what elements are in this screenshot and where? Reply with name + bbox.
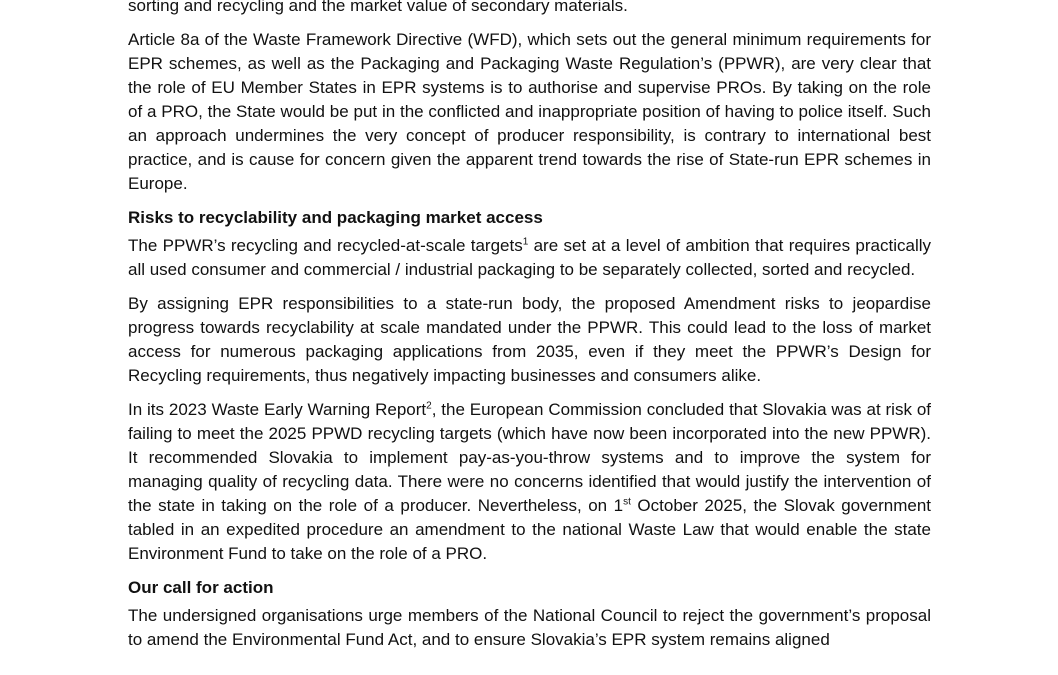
paragraph-early-warning-report <box>128 398 931 566</box>
section-heading-recyclability: Risks to recyclability and packaging market access <box>128 208 543 227</box>
paragraph-text: In its 2023 Waste Early Warning Report <box>128 400 427 419</box>
section-heading-call-for-action: Our call for action <box>128 578 274 597</box>
document-page <box>128 0 931 662</box>
paragraph-text: October 2025, the Slovak government tabled in an expedited procedure an amendment to the national Waste Law that would enable the state Environment Fund to take on the role of a PRO. <box>128 496 931 563</box>
footnote-ref-2[interactable]: 2 <box>426 400 432 412</box>
ordinal-suffix: st <box>623 496 631 508</box>
paragraph-intro-end: sorting and recycling and the market value of secondary materials. <box>128 0 628 15</box>
paragraph-ppwr-targets <box>128 234 931 282</box>
paragraph-article-8a: Article 8a of the Waste Framework Directive (WFD), which sets out the general minimum requirements for EPR schemes, as well as the Packaging and Packaging Waste Regulation’s (PPWR), are very clear that the role of EU Member States in EPR systems is to authorise and supervise PROs. By taking on the role of a PRO, the State would be put in the conflicted and inappropriate position of having to police itself. Such an approach undermines the very concept of producer responsibility, is contrary to international best practice, and is cause for concern given the apparent trend towards the rise of State-run EPR schemes in Europe. <box>128 30 931 193</box>
paragraph-state-run-body: By assigning EPR responsibilities to a state-run body, the proposed Amendment risks to jeopardise progress towards recyclability at scale mandated under the PPWR. This could lead to the loss of market access for numerous packaging applications from 2035, even if they meet the PPWR’s Design for Recycling requirements, thus negatively impacting businesses and consumers alike. <box>128 294 931 385</box>
footnote-ref-1[interactable]: 1 <box>522 236 529 248</box>
paragraph-text: , the European Commission concluded that Slovakia was at risk of failing to meet the 2025 PPWD recycling targets (which have now been incorporated into the new PPWR). It recommended Slovakia to implement pay-as-you-throw systems and to improve the system for managing quality of recycling data. There were no concerns identified that would justify the intervention of the state in taking on the role of a producer. Nevertheless, on 1 <box>128 400 931 515</box>
paragraph-text: are set at a level of ambition that requires practically all used consumer and commercial / industrial packaging to be separately collected, sorted and recycled. <box>128 236 931 279</box>
paragraph-call-for-action: The undersigned organisations urge members of the National Council to reject the government’s proposal to amend the Environmental Fund Act, and to ensure Slovakia’s EPR system remains aligned <box>128 606 931 649</box>
paragraph-text: The PPWR’s recycling and recycled-at-scale targets <box>128 236 523 255</box>
